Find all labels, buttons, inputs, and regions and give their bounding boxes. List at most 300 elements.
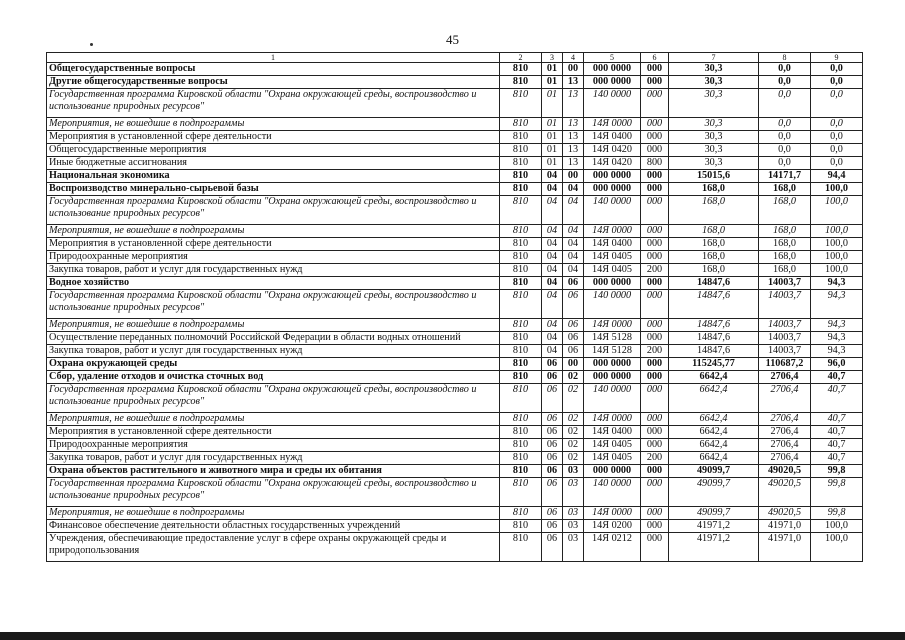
row-actual: 49020,5 (759, 507, 811, 520)
row-actual: 168,0 (759, 251, 811, 264)
row-target-article: 14Я 0405 (584, 439, 641, 452)
row-expense-type: 000 (641, 332, 669, 345)
row-plan: 30,3 (669, 118, 759, 131)
row-percent: 40,7 (811, 439, 863, 452)
row-code-ved: 810 (500, 413, 542, 426)
row-subsection: 00 (563, 170, 584, 183)
row-target-article: 14Я 0400 (584, 131, 641, 144)
row-plan: 6642,4 (669, 452, 759, 465)
table-row (47, 157, 863, 170)
row-actual: 14171,7 (759, 170, 811, 183)
row-name: Мероприятия, не вошедшие в подпрограммы (47, 413, 500, 426)
row-plan: 14847,6 (669, 290, 759, 319)
row-expense-type: 000 (641, 319, 669, 332)
row-name: Охрана окружающей среды (47, 358, 500, 371)
row-actual: 2706,4 (759, 426, 811, 439)
row-name: Осуществление переданных полномочий Российской Федерации в области водных отношений (47, 332, 500, 345)
row-expense-type: 000 (641, 225, 669, 238)
row-section: 01 (542, 89, 563, 118)
row-code-ved: 810 (500, 89, 542, 118)
table-row (47, 238, 863, 251)
row-section: 04 (542, 183, 563, 196)
row-name: Мероприятия, не вошедшие в подпрограммы (47, 118, 500, 131)
row-subsection: 03 (563, 533, 584, 562)
row-name: Закупка товаров, работ и услуг для государственных нужд (47, 264, 500, 277)
row-name: Другие общегосударственные вопросы (47, 76, 500, 89)
row-percent: 94,3 (811, 290, 863, 319)
table-row (47, 118, 863, 131)
row-expense-type: 200 (641, 264, 669, 277)
row-percent: 40,7 (811, 452, 863, 465)
row-code-ved: 810 (500, 170, 542, 183)
table-row (47, 63, 863, 76)
row-subsection: 03 (563, 478, 584, 507)
row-subsection: 03 (563, 520, 584, 533)
row-name: Государственная программа Кировской области "Охрана окружающей среды, воспроизводство и использование природных ресурсов" (47, 384, 500, 413)
row-code-ved: 810 (500, 277, 542, 290)
row-actual: 14003,7 (759, 345, 811, 358)
table-row (47, 520, 863, 533)
row-percent: 100,0 (811, 196, 863, 225)
table-row (47, 76, 863, 89)
row-percent: 94,3 (811, 332, 863, 345)
row-code-ved: 810 (500, 345, 542, 358)
row-section: 01 (542, 144, 563, 157)
header-col-6: 6 (641, 53, 669, 63)
row-name: Финансовое обеспечение деятельности областных государственных учреждений (47, 520, 500, 533)
row-section: 04 (542, 251, 563, 264)
row-actual: 41971,0 (759, 533, 811, 562)
row-plan: 49099,7 (669, 465, 759, 478)
row-code-ved: 810 (500, 533, 542, 562)
row-actual: 0,0 (759, 76, 811, 89)
row-section: 06 (542, 452, 563, 465)
row-plan: 14847,6 (669, 332, 759, 345)
row-code-ved: 810 (500, 452, 542, 465)
row-section: 06 (542, 439, 563, 452)
row-subsection: 06 (563, 277, 584, 290)
row-section: 04 (542, 290, 563, 319)
row-percent: 94,3 (811, 277, 863, 290)
row-expense-type: 800 (641, 157, 669, 170)
table-row (47, 183, 863, 196)
row-target-article: 14Я 0420 (584, 157, 641, 170)
row-target-article: 140 0000 (584, 196, 641, 225)
row-expense-type: 200 (641, 452, 669, 465)
row-name: Охрана объектов растительного и животного мира и среды их обитания (47, 465, 500, 478)
row-percent: 0,0 (811, 144, 863, 157)
row-plan: 49099,7 (669, 478, 759, 507)
row-name: Учреждения, обеспечивающие предоставление услуг в сфере охраны окружающей среды и природопользования (47, 533, 500, 562)
table-row (47, 196, 863, 225)
table-row (47, 89, 863, 118)
row-name: Мероприятия в установленной сфере деятельности (47, 131, 500, 144)
row-actual: 2706,4 (759, 371, 811, 384)
row-subsection: 02 (563, 426, 584, 439)
row-name: Общегосударственные мероприятия (47, 144, 500, 157)
row-subsection: 13 (563, 118, 584, 131)
row-subsection: 02 (563, 452, 584, 465)
row-actual: 0,0 (759, 89, 811, 118)
row-expense-type: 000 (641, 277, 669, 290)
row-actual: 14003,7 (759, 277, 811, 290)
row-subsection: 04 (563, 225, 584, 238)
row-name: Национальная экономика (47, 170, 500, 183)
table-row (47, 319, 863, 332)
row-code-ved: 810 (500, 465, 542, 478)
row-expense-type: 000 (641, 413, 669, 426)
header-col-1: 1 (47, 53, 500, 63)
row-section: 06 (542, 478, 563, 507)
table-row (47, 251, 863, 264)
row-section: 04 (542, 345, 563, 358)
header-col-7: 7 (669, 53, 759, 63)
row-actual: 168,0 (759, 183, 811, 196)
row-expense-type: 000 (641, 238, 669, 251)
row-plan: 168,0 (669, 196, 759, 225)
row-section: 06 (542, 384, 563, 413)
row-actual: 0,0 (759, 63, 811, 76)
row-plan: 14847,6 (669, 345, 759, 358)
row-code-ved: 810 (500, 251, 542, 264)
table-row (47, 144, 863, 157)
row-section: 06 (542, 371, 563, 384)
row-plan: 30,3 (669, 157, 759, 170)
row-name: Закупка товаров, работ и услуг для государственных нужд (47, 452, 500, 465)
row-actual: 0,0 (759, 157, 811, 170)
row-name: Мероприятия, не вошедшие в подпрограммы (47, 225, 500, 238)
row-expense-type: 000 (641, 63, 669, 76)
row-actual: 168,0 (759, 196, 811, 225)
row-subsection: 13 (563, 131, 584, 144)
row-name: Государственная программа Кировской области "Охрана окружающей среды, воспроизводство и использование природных ресурсов" (47, 89, 500, 118)
table-row (47, 225, 863, 238)
row-target-article: 140 0000 (584, 89, 641, 118)
row-name: Воспроизводство минерально-сырьевой базы (47, 183, 500, 196)
table-row (47, 131, 863, 144)
row-section: 04 (542, 225, 563, 238)
row-subsection: 06 (563, 332, 584, 345)
row-expense-type: 000 (641, 439, 669, 452)
row-section: 04 (542, 319, 563, 332)
row-subsection: 13 (563, 144, 584, 157)
row-code-ved: 810 (500, 131, 542, 144)
row-section: 04 (542, 264, 563, 277)
row-percent: 0,0 (811, 118, 863, 131)
page-number: 45 (446, 32, 459, 47)
row-target-article: 140 0000 (584, 478, 641, 507)
row-code-ved: 810 (500, 384, 542, 413)
row-expense-type: 000 (641, 533, 669, 562)
row-expense-type: 000 (641, 426, 669, 439)
row-section: 04 (542, 170, 563, 183)
row-subsection: 02 (563, 413, 584, 426)
row-name: Мероприятия в установленной сфере деятельности (47, 238, 500, 251)
row-actual: 0,0 (759, 144, 811, 157)
table-row (47, 426, 863, 439)
row-actual: 2706,4 (759, 452, 811, 465)
row-code-ved: 810 (500, 319, 542, 332)
row-expense-type: 000 (641, 118, 669, 131)
row-target-article: 14Я 0212 (584, 533, 641, 562)
row-plan: 30,3 (669, 144, 759, 157)
row-target-article: 140 0000 (584, 384, 641, 413)
row-target-article: 14Я 0400 (584, 426, 641, 439)
table-header-row (47, 53, 863, 63)
row-percent: 94,3 (811, 319, 863, 332)
row-target-article: 14Я 0000 (584, 507, 641, 520)
row-subsection: 04 (563, 251, 584, 264)
row-code-ved: 810 (500, 358, 542, 371)
row-expense-type: 000 (641, 520, 669, 533)
row-target-article: 14Я 0420 (584, 144, 641, 157)
row-percent: 100,0 (811, 238, 863, 251)
row-section: 06 (542, 426, 563, 439)
row-subsection: 06 (563, 319, 584, 332)
row-subsection: 03 (563, 465, 584, 478)
row-target-article: 000 0000 (584, 183, 641, 196)
row-plan: 30,3 (669, 63, 759, 76)
row-section: 06 (542, 358, 563, 371)
row-percent: 99,8 (811, 465, 863, 478)
row-plan: 14847,6 (669, 277, 759, 290)
row-plan: 41971,2 (669, 520, 759, 533)
row-name: Мероприятия, не вошедшие в подпрограммы (47, 319, 500, 332)
row-target-article: 000 0000 (584, 170, 641, 183)
row-actual: 2706,4 (759, 439, 811, 452)
row-percent: 94,3 (811, 345, 863, 358)
row-percent: 40,7 (811, 384, 863, 413)
row-target-article: 14Я 0000 (584, 319, 641, 332)
row-name: Природоохранные мероприятия (47, 439, 500, 452)
row-actual: 2706,4 (759, 384, 811, 413)
row-code-ved: 810 (500, 332, 542, 345)
row-code-ved: 810 (500, 290, 542, 319)
row-expense-type: 000 (641, 251, 669, 264)
row-plan: 30,3 (669, 76, 759, 89)
row-section: 06 (542, 533, 563, 562)
row-actual: 14003,7 (759, 319, 811, 332)
row-subsection: 02 (563, 439, 584, 452)
scan-border (0, 632, 905, 640)
row-expense-type: 000 (641, 196, 669, 225)
scan-speck (90, 43, 93, 46)
row-target-article: 000 0000 (584, 63, 641, 76)
row-subsection: 13 (563, 76, 584, 89)
row-percent: 0,0 (811, 76, 863, 89)
row-target-article: 000 0000 (584, 371, 641, 384)
row-name: Сбор, удаление отходов и очистка сточных вод (47, 371, 500, 384)
row-actual: 168,0 (759, 238, 811, 251)
row-percent: 100,0 (811, 251, 863, 264)
row-subsection: 06 (563, 290, 584, 319)
row-code-ved: 810 (500, 157, 542, 170)
row-percent: 96,0 (811, 358, 863, 371)
row-percent: 0,0 (811, 89, 863, 118)
row-percent: 0,0 (811, 131, 863, 144)
row-subsection: 00 (563, 358, 584, 371)
row-percent: 40,7 (811, 371, 863, 384)
row-plan: 14847,6 (669, 319, 759, 332)
row-subsection: 02 (563, 384, 584, 413)
row-plan: 30,3 (669, 131, 759, 144)
table-row (47, 384, 863, 413)
row-name: Общегосударственные вопросы (47, 63, 500, 76)
row-code-ved: 810 (500, 238, 542, 251)
row-plan: 168,0 (669, 251, 759, 264)
header-col-8: 8 (759, 53, 811, 63)
row-subsection: 02 (563, 371, 584, 384)
row-code-ved: 810 (500, 426, 542, 439)
row-expense-type: 000 (641, 465, 669, 478)
row-target-article: 14Я 0000 (584, 225, 641, 238)
table-row (47, 277, 863, 290)
row-expense-type: 000 (641, 358, 669, 371)
row-actual: 14003,7 (759, 290, 811, 319)
table-row (47, 533, 863, 562)
row-target-article: 000 0000 (584, 277, 641, 290)
row-actual: 41971,0 (759, 520, 811, 533)
row-section: 01 (542, 76, 563, 89)
row-expense-type: 000 (641, 371, 669, 384)
row-plan: 6642,4 (669, 413, 759, 426)
row-plan: 6642,4 (669, 426, 759, 439)
row-expense-type: 000 (641, 144, 669, 157)
row-target-article: 000 0000 (584, 465, 641, 478)
row-code-ved: 810 (500, 264, 542, 277)
row-subsection: 04 (563, 264, 584, 277)
row-actual: 49020,5 (759, 478, 811, 507)
row-code-ved: 810 (500, 371, 542, 384)
row-target-article: 14Я 0000 (584, 413, 641, 426)
row-subsection: 06 (563, 345, 584, 358)
row-name: Водное хозяйство (47, 277, 500, 290)
row-percent: 100,0 (811, 225, 863, 238)
table-row (47, 478, 863, 507)
row-code-ved: 810 (500, 183, 542, 196)
row-actual: 110687,2 (759, 358, 811, 371)
row-target-article: 14Я 0405 (584, 251, 641, 264)
row-plan: 15015,6 (669, 170, 759, 183)
row-section: 01 (542, 131, 563, 144)
table-row (47, 345, 863, 358)
header-col-2: 2 (500, 53, 542, 63)
row-section: 06 (542, 507, 563, 520)
row-percent: 100,0 (811, 264, 863, 277)
row-target-article: 14Я 0405 (584, 264, 641, 277)
row-section: 06 (542, 520, 563, 533)
row-name: Государственная программа Кировской области "Охрана окружающей среды, воспроизводство и использование природных ресурсов" (47, 196, 500, 225)
table-row (47, 465, 863, 478)
row-actual: 0,0 (759, 131, 811, 144)
row-subsection: 04 (563, 238, 584, 251)
row-percent: 100,0 (811, 183, 863, 196)
row-actual: 14003,7 (759, 332, 811, 345)
row-code-ved: 810 (500, 439, 542, 452)
row-actual: 2706,4 (759, 413, 811, 426)
table-row (47, 290, 863, 319)
row-subsection: 03 (563, 507, 584, 520)
row-section: 06 (542, 465, 563, 478)
table-row (47, 170, 863, 183)
table-row (47, 264, 863, 277)
row-plan: 30,3 (669, 89, 759, 118)
row-percent: 0,0 (811, 157, 863, 170)
row-code-ved: 810 (500, 507, 542, 520)
row-name: Иные бюджетные ассигнования (47, 157, 500, 170)
header-col-4: 4 (563, 53, 584, 63)
row-expense-type: 000 (641, 384, 669, 413)
row-plan: 168,0 (669, 225, 759, 238)
row-percent: 99,8 (811, 478, 863, 507)
row-expense-type: 000 (641, 183, 669, 196)
row-subsection: 13 (563, 157, 584, 170)
header-col-9: 9 (811, 53, 863, 63)
header-col-3: 3 (542, 53, 563, 63)
row-name: Природоохранные мероприятия (47, 251, 500, 264)
row-code-ved: 810 (500, 196, 542, 225)
row-subsection: 00 (563, 63, 584, 76)
row-target-article: 14Я 0000 (584, 118, 641, 131)
row-percent: 40,7 (811, 426, 863, 439)
row-name: Государственная программа Кировской области "Охрана окружающей среды, воспроизводство и использование природных ресурсов" (47, 478, 500, 507)
row-expense-type: 000 (641, 76, 669, 89)
row-expense-type: 000 (641, 290, 669, 319)
row-code-ved: 810 (500, 76, 542, 89)
row-code-ved: 810 (500, 520, 542, 533)
row-name: Государственная программа Кировской области "Охрана окружающей среды, воспроизводство и использование природных ресурсов" (47, 290, 500, 319)
table-row (47, 439, 863, 452)
table-row (47, 371, 863, 384)
row-section: 01 (542, 63, 563, 76)
row-code-ved: 810 (500, 478, 542, 507)
row-target-article: 14Я 0405 (584, 452, 641, 465)
row-percent: 100,0 (811, 533, 863, 562)
row-expense-type: 000 (641, 131, 669, 144)
table-row (47, 332, 863, 345)
row-name: Закупка товаров, работ и услуг для государственных нужд (47, 345, 500, 358)
row-target-article: 14Я 5128 (584, 332, 641, 345)
row-plan: 6642,4 (669, 439, 759, 452)
table-row (47, 507, 863, 520)
row-target-article: 000 0000 (584, 358, 641, 371)
row-code-ved: 810 (500, 63, 542, 76)
row-plan: 115245,77 (669, 358, 759, 371)
row-percent: 99,8 (811, 507, 863, 520)
row-percent: 40,7 (811, 413, 863, 426)
row-target-article: 14Я 0400 (584, 238, 641, 251)
row-target-article: 14Я 5128 (584, 345, 641, 358)
row-percent: 100,0 (811, 520, 863, 533)
row-section: 06 (542, 413, 563, 426)
row-expense-type: 000 (641, 170, 669, 183)
row-expense-type: 000 (641, 478, 669, 507)
row-expense-type: 200 (641, 345, 669, 358)
row-name: Мероприятия в установленной сфере деятельности (47, 426, 500, 439)
row-plan: 6642,4 (669, 371, 759, 384)
row-target-article: 000 0000 (584, 76, 641, 89)
row-subsection: 04 (563, 196, 584, 225)
row-target-article: 140 0000 (584, 290, 641, 319)
row-actual: 168,0 (759, 225, 811, 238)
row-section: 01 (542, 118, 563, 131)
row-code-ved: 810 (500, 225, 542, 238)
row-expense-type: 000 (641, 89, 669, 118)
row-plan: 168,0 (669, 264, 759, 277)
row-code-ved: 810 (500, 118, 542, 131)
row-plan: 168,0 (669, 238, 759, 251)
row-subsection: 13 (563, 89, 584, 118)
